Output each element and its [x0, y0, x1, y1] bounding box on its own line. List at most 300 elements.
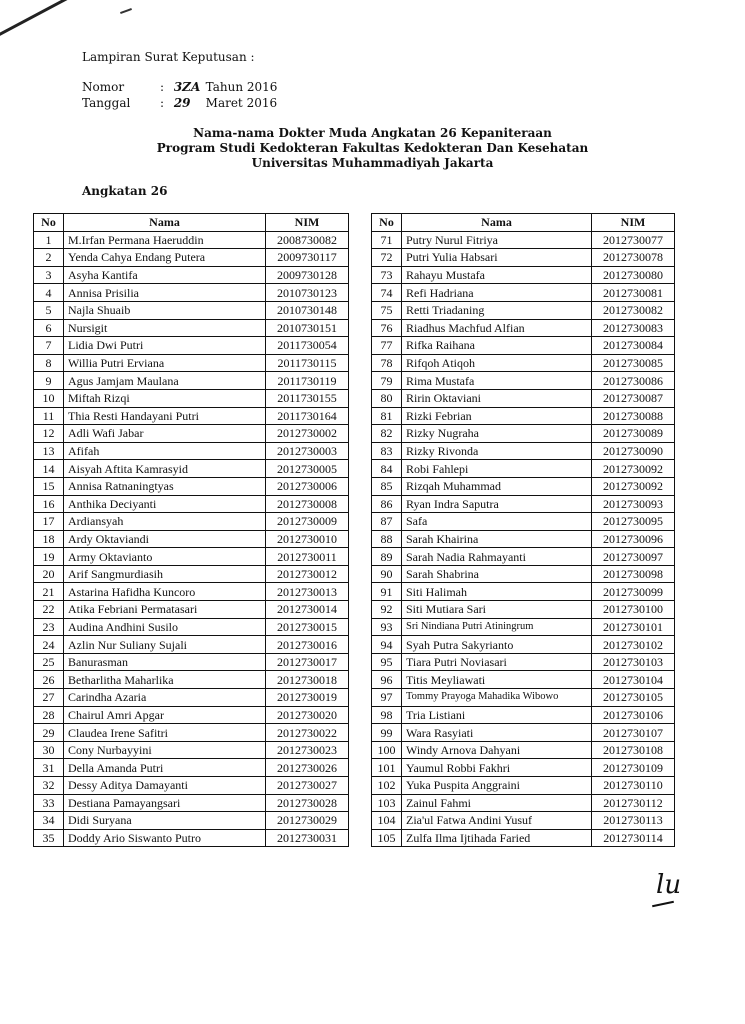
row-nama: Putri Yulia Habsari — [402, 249, 592, 267]
row-nama: Willia Putri Erviana — [64, 354, 266, 372]
row-nim: 2012730018 — [266, 671, 349, 689]
table-row — [34, 530, 349, 548]
row-nim: 2012730084 — [592, 337, 675, 355]
title-line-1: Nama-nama Dokter Muda Angkatan 26 Kepaniteraan — [193, 126, 552, 140]
table-row — [372, 724, 675, 742]
row-nim: 2012730023 — [266, 741, 349, 759]
row-nama: Azlin Nur Suliany Sujali — [64, 636, 266, 654]
row-nim: 2012730031 — [266, 829, 349, 847]
row-nama: Carindha Azaria — [64, 689, 266, 707]
table-row — [34, 407, 349, 425]
row-nim: 2012730092 — [592, 460, 675, 478]
table-row — [34, 266, 349, 284]
row-no: 86 — [372, 495, 402, 513]
row-no: 100 — [372, 741, 402, 759]
row-nama: Atika Febriani Permatasari — [64, 601, 266, 619]
row-nama: Destiana Pamayangsari — [64, 794, 266, 812]
table-row — [372, 301, 675, 319]
row-no: 32 — [34, 777, 64, 795]
row-no: 96 — [372, 671, 402, 689]
row-nim: 2012730088 — [592, 407, 675, 425]
row-nama: Betharlitha Maharlika — [64, 671, 266, 689]
row-no: 78 — [372, 354, 402, 372]
row-no: 6 — [34, 319, 64, 337]
row-nama: Retti Triadaning — [402, 301, 592, 319]
row-nama: Cony Nurbayyini — [64, 741, 266, 759]
row-nim: 2012730104 — [592, 671, 675, 689]
table-row — [372, 266, 675, 284]
table-row — [34, 548, 349, 566]
row-no: 2 — [34, 249, 64, 267]
table-header-row — [34, 214, 349, 232]
row-nim: 2012730098 — [592, 565, 675, 583]
table-row — [34, 337, 349, 355]
table-row — [372, 583, 675, 601]
row-no: 4 — [34, 284, 64, 302]
table-row — [372, 759, 675, 777]
table-row — [372, 706, 675, 724]
row-no: 77 — [372, 337, 402, 355]
table-row — [34, 759, 349, 777]
title-line-2: Program Studi Kedokteran Fakultas Kedokteran Dan Kesehatan — [156, 141, 589, 155]
row-no: 103 — [372, 794, 402, 812]
cohort-label: Angkatan 26 — [82, 184, 168, 198]
row-nama: Zia'ul Fatwa Andini Yusuf — [402, 812, 592, 830]
row-nim: 2012730077 — [592, 231, 675, 249]
table-row — [34, 601, 349, 619]
row-nim: 2012730017 — [266, 653, 349, 671]
table-row — [34, 354, 349, 372]
row-nama: Rifqoh Atiqoh — [402, 354, 592, 372]
row-nim: 2012730114 — [592, 829, 675, 847]
row-nama: Chairul Amri Apgar — [64, 706, 266, 724]
row-no: 30 — [34, 741, 64, 759]
table-row — [34, 301, 349, 319]
row-nim: 2012730101 — [592, 618, 675, 636]
row-nim: 2012730100 — [592, 601, 675, 619]
row-nim: 2008730082 — [266, 231, 349, 249]
table-row — [372, 636, 675, 654]
row-nim: 2009730128 — [266, 266, 349, 284]
row-nama: Annisa Ratnaningtyas — [64, 477, 266, 495]
row-nim: 2009730117 — [266, 249, 349, 267]
table-row — [34, 231, 349, 249]
row-no: 83 — [372, 442, 402, 460]
row-no: 28 — [34, 706, 64, 724]
table-row — [372, 777, 675, 795]
table-row — [372, 354, 675, 372]
table-row — [372, 548, 675, 566]
table-header-row — [372, 214, 675, 232]
row-nim: 2012730085 — [592, 354, 675, 372]
table-row — [372, 442, 675, 460]
row-nama: Siti Mutiara Sari — [402, 601, 592, 619]
nomor-label: Nomor — [82, 80, 125, 94]
row-nama: M.Irfan Permana Haeruddin — [64, 231, 266, 249]
row-no: 93 — [372, 618, 402, 636]
row-nama: Robi Fahlepi — [402, 460, 592, 478]
table-row — [34, 724, 349, 742]
row-no: 12 — [34, 425, 64, 443]
table-row — [34, 249, 349, 267]
row-nama: Siti Halimah — [402, 583, 592, 601]
row-nim: 2012730107 — [592, 724, 675, 742]
table-row — [372, 812, 675, 830]
row-nim: 2011730115 — [266, 354, 349, 372]
row-no: 71 — [372, 231, 402, 249]
row-no: 26 — [34, 671, 64, 689]
row-nama: Anthika Deciyanti — [64, 495, 266, 513]
table-row — [34, 460, 349, 478]
row-no: 76 — [372, 319, 402, 337]
row-nim: 2012730015 — [266, 618, 349, 636]
table-row — [34, 319, 349, 337]
row-nim: 2012730014 — [266, 601, 349, 619]
row-nim: 2012730016 — [266, 636, 349, 654]
table-row — [34, 636, 349, 654]
row-nama: Annisa Prisilia — [64, 284, 266, 302]
table-row — [372, 601, 675, 619]
table-row — [372, 284, 675, 302]
row-nama: Rizky Rivonda — [402, 442, 592, 460]
tanggal-label: Tanggal — [82, 96, 131, 110]
row-nama: Titis Meyliawati — [402, 671, 592, 689]
row-nim: 2012730081 — [592, 284, 675, 302]
table-row — [372, 337, 675, 355]
row-no: 90 — [372, 565, 402, 583]
row-no: 75 — [372, 301, 402, 319]
row-nim: 2012730080 — [592, 266, 675, 284]
row-no: 72 — [372, 249, 402, 267]
table-row — [372, 618, 675, 636]
row-nama: Thia Resti Handayani Putri — [64, 407, 266, 425]
table-row — [34, 425, 349, 443]
row-no: 7 — [34, 337, 64, 355]
row-no: 84 — [372, 460, 402, 478]
row-nama: Army Oktavianto — [64, 548, 266, 566]
tahun-text: Tahun 2016 — [205, 80, 278, 94]
row-nim: 2012730095 — [592, 513, 675, 531]
table-row — [34, 389, 349, 407]
row-nim: 2012730006 — [266, 477, 349, 495]
table-row — [34, 442, 349, 460]
row-no: 88 — [372, 530, 402, 548]
row-nim: 2012730108 — [592, 741, 675, 759]
row-nama: Sarah Khairina — [402, 530, 592, 548]
row-nim: 2011730054 — [266, 337, 349, 355]
row-nim: 2012730083 — [592, 319, 675, 337]
row-nama: Astarina Hafidha Kuncoro — [64, 583, 266, 601]
row-nim: 2012730086 — [592, 372, 675, 390]
row-no: 87 — [372, 513, 402, 531]
row-no: 33 — [34, 794, 64, 812]
row-no: 102 — [372, 777, 402, 795]
row-no: 95 — [372, 653, 402, 671]
row-nim: 2012730096 — [592, 530, 675, 548]
row-nim: 2012730090 — [592, 442, 675, 460]
bulan-text: Maret 2016 — [205, 96, 278, 110]
row-nim: 2012730087 — [592, 389, 675, 407]
row-no: 14 — [34, 460, 64, 478]
row-no: 20 — [34, 565, 64, 583]
row-nama: Sarah Nadia Rahmayanti — [402, 548, 592, 566]
table-row — [372, 829, 675, 847]
row-nim: 2012730112 — [592, 794, 675, 812]
row-no: 24 — [34, 636, 64, 654]
row-nama: Windy Arnova Dahyani — [402, 741, 592, 759]
row-no: 73 — [372, 266, 402, 284]
row-nim: 2012730082 — [592, 301, 675, 319]
table-row — [372, 477, 675, 495]
table-row — [372, 495, 675, 513]
row-nim: 2012730113 — [592, 812, 675, 830]
row-no: 8 — [34, 354, 64, 372]
row-no: 101 — [372, 759, 402, 777]
row-no: 22 — [34, 601, 64, 619]
row-no: 81 — [372, 407, 402, 425]
row-no: 98 — [372, 706, 402, 724]
row-nama: Yaumul Robbi Fakhri — [402, 759, 592, 777]
row-nama: Miftah Rizqi — [64, 389, 266, 407]
row-no: 21 — [34, 583, 64, 601]
header-nama: Nama — [402, 214, 592, 232]
row-no: 11 — [34, 407, 64, 425]
table-row — [34, 513, 349, 531]
table-row — [372, 372, 675, 390]
row-no: 89 — [372, 548, 402, 566]
row-nama: Afifah — [64, 442, 266, 460]
table-row — [34, 741, 349, 759]
row-nama: Aisyah Aftita Kamrasyid — [64, 460, 266, 478]
row-nim: 2012730105 — [592, 689, 675, 707]
table-row — [372, 389, 675, 407]
row-no: 92 — [372, 601, 402, 619]
row-nim: 2012730027 — [266, 777, 349, 795]
table-row — [372, 653, 675, 671]
row-nama: Sri Nindiana Putri Atiningrum — [402, 618, 592, 636]
row-nim: 2012730005 — [266, 460, 349, 478]
table-row — [372, 231, 675, 249]
table-row — [372, 460, 675, 478]
table-row — [372, 530, 675, 548]
tanggal-line: Tanggal : 29 Maret 2016 — [82, 96, 278, 110]
table-row — [34, 671, 349, 689]
row-nim: 2012730028 — [266, 794, 349, 812]
initials-signature: lu — [656, 870, 682, 900]
table-row — [34, 794, 349, 812]
row-nama: Rizki Febrian — [402, 407, 592, 425]
row-no: 5 — [34, 301, 64, 319]
row-nama: Ririn Oktaviani — [402, 389, 592, 407]
table-row — [34, 618, 349, 636]
row-nim: 2012730019 — [266, 689, 349, 707]
row-no: 17 — [34, 513, 64, 531]
row-nim: 2012730020 — [266, 706, 349, 724]
table-row — [34, 829, 349, 847]
row-nama: Didi Suryana — [64, 812, 266, 830]
row-nim: 2012730103 — [592, 653, 675, 671]
row-no: 23 — [34, 618, 64, 636]
row-no: 34 — [34, 812, 64, 830]
row-nama: Ardiansyah — [64, 513, 266, 531]
row-nama: Rifka Raihana — [402, 337, 592, 355]
row-nama: Dessy Aditya Damayanti — [64, 777, 266, 795]
row-nim: 2012730010 — [266, 530, 349, 548]
table-row — [34, 812, 349, 830]
table-row — [372, 513, 675, 531]
row-nim: 2012730011 — [266, 548, 349, 566]
row-nama: Riadhus Machfud Alfian — [402, 319, 592, 337]
header-nama: Nama — [64, 214, 266, 232]
table-row — [34, 284, 349, 302]
corner-mark — [120, 8, 132, 14]
row-nama: Banurasman — [64, 653, 266, 671]
row-no: 74 — [372, 284, 402, 302]
row-nim: 2012730097 — [592, 548, 675, 566]
table-row — [372, 425, 675, 443]
row-nama: Sarah Shabrina — [402, 565, 592, 583]
table-row — [34, 777, 349, 795]
table-row — [372, 249, 675, 267]
table-row — [372, 689, 675, 707]
table-row — [372, 319, 675, 337]
row-nim: 2012730092 — [592, 477, 675, 495]
row-nama: Rahayu Mustafa — [402, 266, 592, 284]
row-nim: 2012730013 — [266, 583, 349, 601]
row-nim: 2012730110 — [592, 777, 675, 795]
header-nim: NIM — [266, 214, 349, 232]
table-row — [34, 495, 349, 513]
row-no: 13 — [34, 442, 64, 460]
table-row — [372, 741, 675, 759]
row-no: 15 — [34, 477, 64, 495]
nomor-handwritten: 3ZA — [173, 80, 201, 94]
row-nama: Agus Jamjam Maulana — [64, 372, 266, 390]
row-no: 105 — [372, 829, 402, 847]
row-nama: Zulfa Ilma Ijtihada Faried — [402, 829, 592, 847]
title-line-3: Universitas Muhammadiyah Jakarta — [251, 156, 494, 170]
row-nama: Yenda Cahya Endang Putera — [64, 249, 266, 267]
table-row — [372, 794, 675, 812]
row-no: 25 — [34, 653, 64, 671]
row-nama: Tiara Putri Noviasari — [402, 653, 592, 671]
table-row — [34, 653, 349, 671]
student-table-left — [33, 213, 349, 847]
row-nama: Rizqah Muhammad — [402, 477, 592, 495]
row-no: 9 — [34, 372, 64, 390]
row-nim: 2012730099 — [592, 583, 675, 601]
row-nama: Asyha Kantifa — [64, 266, 266, 284]
table-row — [34, 565, 349, 583]
row-nama: Claudea Irene Safitri — [64, 724, 266, 742]
corner-pen-stroke — [0, 0, 141, 41]
row-nama: Putry Nurul Fitriya — [402, 231, 592, 249]
row-nim: 2012730009 — [266, 513, 349, 531]
row-nim: 2012730078 — [592, 249, 675, 267]
row-nama: Najla Shuaib — [64, 301, 266, 319]
row-nim: 2012730026 — [266, 759, 349, 777]
table-row — [34, 583, 349, 601]
row-no: 16 — [34, 495, 64, 513]
row-nim: 2012730022 — [266, 724, 349, 742]
row-nama: Yuka Puspita Anggraini — [402, 777, 592, 795]
row-nama: Wara Rasyiati — [402, 724, 592, 742]
header-no: No — [372, 214, 402, 232]
row-no: 35 — [34, 829, 64, 847]
header-nim: NIM — [592, 214, 675, 232]
row-nama: Ardy Oktaviandi — [64, 530, 266, 548]
row-nama: Safa — [402, 513, 592, 531]
document-title — [0, 126, 745, 171]
row-no: 99 — [372, 724, 402, 742]
row-nim: 2012730106 — [592, 706, 675, 724]
table-row — [34, 689, 349, 707]
table-row — [372, 407, 675, 425]
row-nim: 2012730109 — [592, 759, 675, 777]
row-no: 31 — [34, 759, 64, 777]
row-nama: Refi Hadriana — [402, 284, 592, 302]
row-nim: 2012730002 — [266, 425, 349, 443]
row-nama: Ryan Indra Saputra — [402, 495, 592, 513]
row-nim: 2010730123 — [266, 284, 349, 302]
row-no: 85 — [372, 477, 402, 495]
row-nim: 2012730029 — [266, 812, 349, 830]
row-no: 18 — [34, 530, 64, 548]
row-nama: Rizky Nugraha — [402, 425, 592, 443]
row-nim: 2012730089 — [592, 425, 675, 443]
row-no: 1 — [34, 231, 64, 249]
signature-stroke — [652, 901, 674, 908]
row-no: 27 — [34, 689, 64, 707]
table-row — [372, 565, 675, 583]
row-nama: Tria Listiani — [402, 706, 592, 724]
row-nim: 2012730003 — [266, 442, 349, 460]
row-nim: 2011730119 — [266, 372, 349, 390]
row-no: 104 — [372, 812, 402, 830]
row-nama: Arif Sangmurdiasih — [64, 565, 266, 583]
row-nama: Syah Putra Sakyrianto — [402, 636, 592, 654]
tanggal-handwritten: 29 — [173, 96, 191, 110]
row-no: 29 — [34, 724, 64, 742]
row-nim: 2011730155 — [266, 389, 349, 407]
row-nama: Adli Wafi Jabar — [64, 425, 266, 443]
row-nama: Lidia Dwi Putri — [64, 337, 266, 355]
row-no: 80 — [372, 389, 402, 407]
row-nim: 2012730008 — [266, 495, 349, 513]
row-no: 82 — [372, 425, 402, 443]
header-no: No — [34, 214, 64, 232]
row-no: 91 — [372, 583, 402, 601]
attachment-label: Lampiran Surat Keputusan : — [82, 50, 255, 64]
nomor-line: Nomor : 3ZA Tahun 2016 — [82, 80, 278, 94]
row-nama: Nursigit — [64, 319, 266, 337]
table-row — [34, 372, 349, 390]
row-nama: Doddy Ario Siswanto Putro — [64, 829, 266, 847]
table-row — [34, 706, 349, 724]
row-no: 97 — [372, 689, 402, 707]
row-nama: Tommy Prayoga Mahadika Wibowo — [402, 689, 592, 707]
row-nim: 2010730148 — [266, 301, 349, 319]
table-row — [372, 671, 675, 689]
row-no: 79 — [372, 372, 402, 390]
row-nim: 2011730164 — [266, 407, 349, 425]
row-nama: Zainul Fahmi — [402, 794, 592, 812]
row-no: 3 — [34, 266, 64, 284]
row-no: 10 — [34, 389, 64, 407]
row-nama: Della Amanda Putri — [64, 759, 266, 777]
row-no: 19 — [34, 548, 64, 566]
row-nim: 2012730012 — [266, 565, 349, 583]
